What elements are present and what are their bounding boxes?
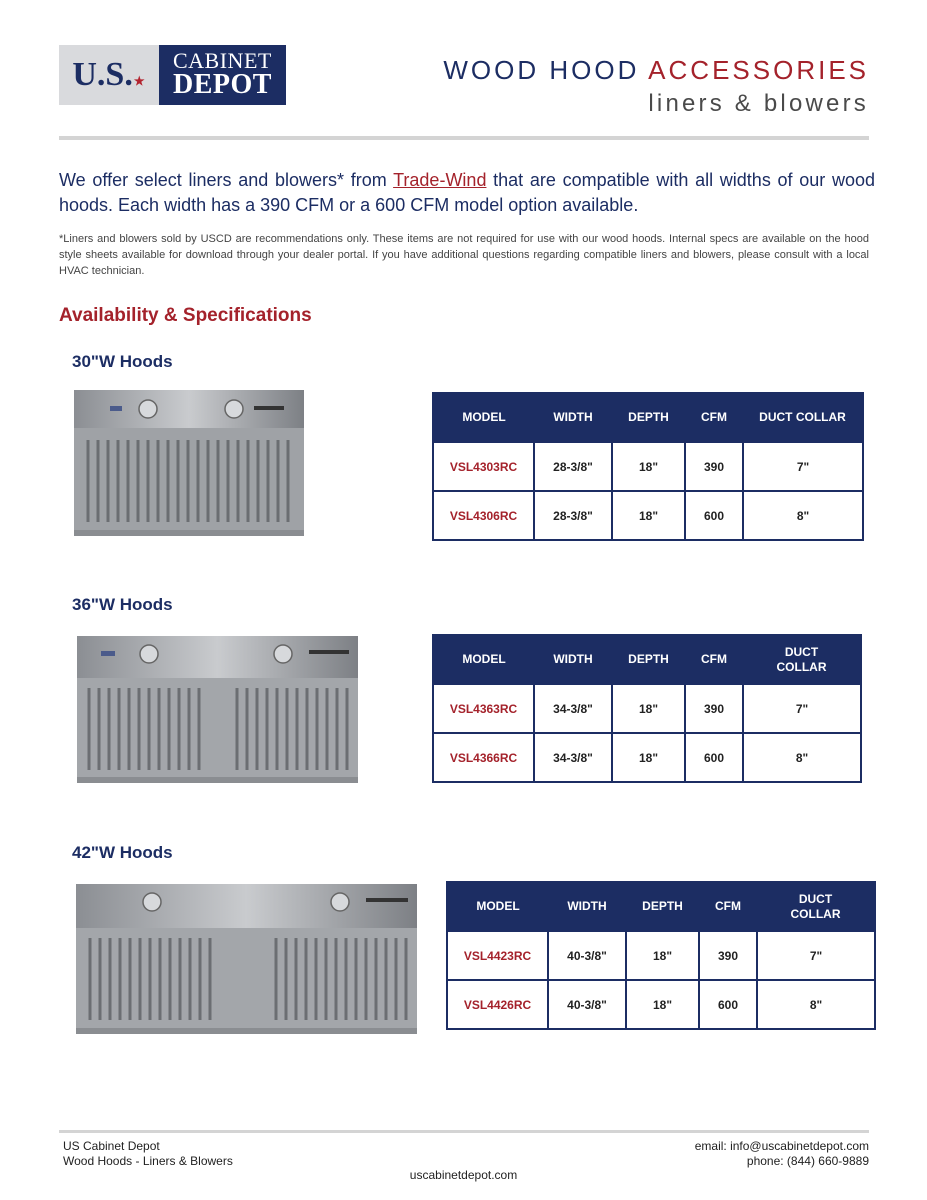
col-width: WIDTH bbox=[534, 635, 612, 684]
cell-depth: 18" bbox=[612, 442, 685, 491]
table-row bbox=[433, 684, 861, 733]
cell-width: 40-3/8" bbox=[548, 931, 626, 980]
footer-website[interactable]: uscabinetdepot.com bbox=[409, 1168, 518, 1182]
cell-width: 28-3/8" bbox=[534, 442, 612, 491]
cell-duct-collar: 7" bbox=[757, 931, 875, 980]
hood-image-42 bbox=[76, 884, 417, 1034]
page-subtitle: liners & blowers bbox=[648, 90, 869, 117]
col-model: MODEL bbox=[433, 635, 534, 684]
logo-cabinet-depot-block bbox=[159, 45, 286, 105]
page-title bbox=[443, 55, 869, 86]
spec-table-42 bbox=[446, 881, 876, 1030]
cell-cfm: 390 bbox=[685, 442, 743, 491]
logo-line-1: CABINET bbox=[173, 48, 272, 74]
intro-paragraph bbox=[59, 168, 875, 218]
table-row bbox=[433, 442, 863, 491]
cell-width: 34-3/8" bbox=[534, 684, 612, 733]
col-cfm: CFM bbox=[685, 393, 743, 442]
table-row bbox=[433, 733, 861, 782]
footer-right bbox=[695, 1139, 869, 1169]
col-cfm: CFM bbox=[699, 882, 757, 931]
hood-image-30 bbox=[74, 390, 304, 536]
logo-us-block bbox=[59, 45, 159, 105]
footer-phone: phone: (844) 660-9889 bbox=[746, 1154, 869, 1168]
col-model: MODEL bbox=[433, 393, 534, 442]
col-depth: DEPTH bbox=[612, 635, 685, 684]
table-row bbox=[447, 931, 875, 980]
cell-depth: 18" bbox=[626, 931, 699, 980]
title-part-1: WOOD HOOD bbox=[443, 55, 640, 85]
footer-company: US Cabinet Depot bbox=[63, 1139, 160, 1153]
cell-cfm: 390 bbox=[699, 931, 757, 980]
col-depth: DEPTH bbox=[612, 393, 685, 442]
intro-text-end: that are compatible with all widths of our wood hoods. Each width has a 390 CFM or a 600 CFM model option available. bbox=[59, 170, 875, 215]
trade-wind-link[interactable]: Trade-Wind bbox=[393, 170, 487, 190]
col-duct-collar: DUCT COLLAR bbox=[757, 882, 875, 931]
cell-duct-collar: 8" bbox=[757, 980, 875, 1029]
cell-cfm: 600 bbox=[699, 980, 757, 1029]
table-header-row bbox=[447, 882, 875, 931]
logo-us-text: U.S. bbox=[72, 56, 133, 93]
cell-depth: 18" bbox=[612, 684, 685, 733]
cell-width: 28-3/8" bbox=[534, 491, 612, 540]
footer-divider bbox=[59, 1130, 869, 1133]
cell-depth: 18" bbox=[612, 733, 685, 782]
cell-width: 40-3/8" bbox=[548, 980, 626, 1029]
footer-doc-title: Wood Hoods - Liners & Blowers bbox=[63, 1154, 233, 1168]
cell-cfm: 390 bbox=[685, 684, 743, 733]
col-duct-collar: DUCT COLLAR bbox=[743, 393, 863, 442]
hood-heading-36: 36"W Hoods bbox=[72, 595, 173, 614]
col-cfm: CFM bbox=[685, 635, 743, 684]
cell-duct-collar: 7" bbox=[743, 442, 863, 491]
col-width: WIDTH bbox=[548, 882, 626, 931]
header-divider bbox=[59, 136, 869, 140]
cell-model: VSL4306RC bbox=[433, 491, 534, 540]
cell-duct-collar: 7" bbox=[743, 684, 861, 733]
col-depth: DEPTH bbox=[626, 882, 699, 931]
disclaimer-text: *Liners and blowers sold by USCD are recommendations only. These items are not required for use with our wood hoods. Internal specs are available on the hood style sheets available for download through your dealer portal. If you have additional questions regarding compatible liners and blowers, please consult with a local HVAC technician. bbox=[59, 233, 869, 277]
cell-model: VSL4423RC bbox=[447, 931, 548, 980]
cell-cfm: 600 bbox=[685, 491, 743, 540]
cell-depth: 18" bbox=[612, 491, 685, 540]
hood-image-36 bbox=[77, 636, 358, 783]
cell-depth: 18" bbox=[626, 980, 699, 1029]
col-duct-collar: DUCT COLLAR bbox=[743, 635, 861, 684]
table-row bbox=[447, 980, 875, 1029]
cell-model: VSL4363RC bbox=[433, 684, 534, 733]
spec-table-36 bbox=[432, 634, 862, 783]
section-title: Availability & Specifications bbox=[59, 305, 312, 326]
intro-text-start: We offer select liners and blowers* from bbox=[59, 170, 394, 190]
table-row bbox=[433, 491, 863, 540]
cell-model: VSL4303RC bbox=[433, 442, 534, 491]
spec-table-30 bbox=[432, 392, 864, 541]
cell-model: VSL4366RC bbox=[433, 733, 534, 782]
table-header-row bbox=[433, 393, 863, 442]
title-part-2: ACCESSORIES bbox=[648, 55, 869, 85]
col-width: WIDTH bbox=[534, 393, 612, 442]
footer-email[interactable]: email: info@uscabinetdepot.com bbox=[694, 1139, 869, 1153]
table-header-row bbox=[433, 635, 861, 684]
logo-line-2: DEPOT bbox=[173, 69, 272, 101]
cell-duct-collar: 8" bbox=[743, 491, 863, 540]
cell-model: VSL4426RC bbox=[447, 980, 548, 1029]
company-logo bbox=[59, 45, 286, 105]
cell-cfm: 600 bbox=[685, 733, 743, 782]
col-model: MODEL bbox=[447, 882, 548, 931]
hood-heading-30: 30"W Hoods bbox=[72, 352, 173, 371]
cell-width: 34-3/8" bbox=[534, 733, 612, 782]
star-icon: ★ bbox=[133, 73, 145, 88]
hood-heading-42: 42"W Hoods bbox=[72, 843, 173, 862]
page-title-block bbox=[443, 55, 869, 118]
footer-left bbox=[63, 1139, 233, 1169]
cell-duct-collar: 8" bbox=[743, 733, 861, 782]
